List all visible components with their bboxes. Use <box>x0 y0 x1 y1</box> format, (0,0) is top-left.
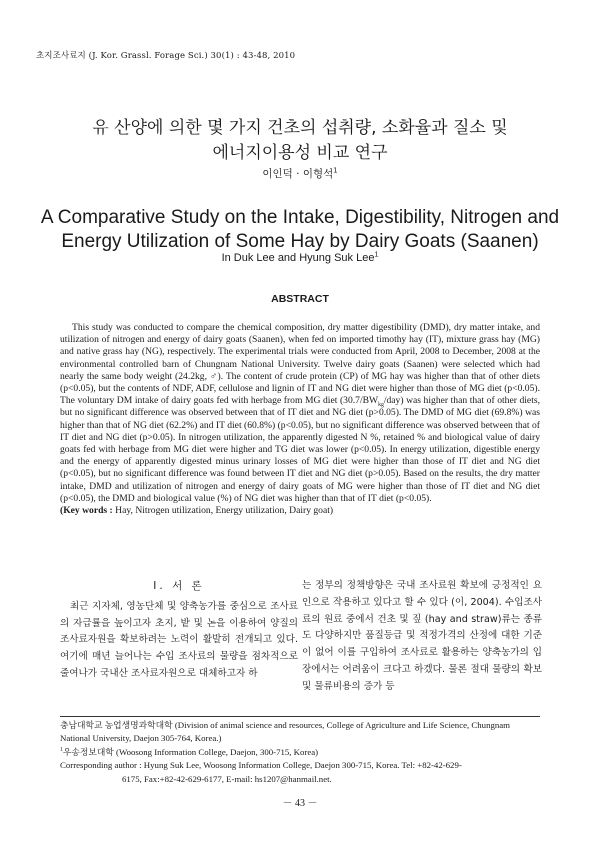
abstract-subscript: kg <box>378 402 384 409</box>
footnotes <box>60 719 542 786</box>
intro-heading: I. 서 론 <box>153 580 205 592</box>
journal-header: 초지조사료지 (J. Kor. Grassl. Forage Sci.) 30(1) : 43-48, 2010 <box>36 51 296 61</box>
korean-title-line1: 유 산양에 의한 몇 가지 건초의 섭취량, 소화율과 질소 및 <box>92 118 508 138</box>
keywords-line <box>60 505 333 516</box>
footnote-affiliation2-mark: 1 <box>60 746 63 753</box>
keywords-label: (Key words : <box>60 505 113 517</box>
english-authors <box>0 252 600 264</box>
intro-left-text: 최근 지자체, 영농단체 및 양축농가를 중심으로 조사료의 자급률을 높이고자 초지, 밭 및 논을 이용하여 양질의 조사료자원을 확보하려는 노력이 활발히 전개되고 있다. 여기에 매년 늘어나는 수입 조사료의 물량을 점차적으로 줄여나가 국내산 조사료자원으로 대체하고자 하 <box>60 600 298 679</box>
intro-right-text: 는 정부의 정책방향은 국내 조사료원 확보에 긍정적인 요인으로 작용하고 있다고 할 수 있다 (이, 2004). 수입조사료의 원료 중에서 건초 및 짚 (hay and straw)류는 종류도 다양하지만 품질등급 및 적정가격의 산정에 대한 기준이 없어 이를 구입하여 조사료로 활용하는 양축농가의 입장에서는 어려움이 크다고 하겠다. 물론 절대 물량의 확보 및 물류비용의 증가 등 <box>302 580 542 692</box>
footnote-affiliation2-text: 우송정보대학 (Woosong Information College, Daejon, 300-715, Korea) <box>62 746 319 757</box>
english-author-names: In Duk Lee and Hyung Suk Lee <box>221 252 375 264</box>
abstract-text-part1: This study was conducted to compare the chemical composition, dry matter digestibility (DMD), dry matter intake, and utilization of nitrogen and energy of dairy goats (Saanen), when fed on imported timothy hay (IT), mixture grass hay (MG) and native grass hay (NG), respectively. The experimental trials were conducted from April, 2008 to December, 2008 at the environmental controlled barn of Chungnam National University. Twelve dairy goats (Saanen) were selected which had nearly the same body weight (24.2kg, ♂). The content of crude protein (CP) of MG hay was higher than that of other diets (p<0.05), but the contents of NDF, ADF, cellulose and lignin of IT and NG diet were higher than those of MG diet (p<0.05). The voluntary DM intake of dairy goats fed with herbage from MG diet (30.7/BW <box>60 322 540 407</box>
footnote-corresponding2: 6175, Fax:+82-42-629-6177, E-mail: hs1207@hanmail.net. <box>122 773 332 784</box>
footnote-affiliation1: 충남대학교 농업생명과학대학 (Division of animal science and resources, College of Agriculture and Life Science, Chungnam National University, Daejon 305-764, Korea.) <box>60 720 511 744</box>
korean-author-mark: 1 <box>333 166 338 175</box>
page-number: － 43 － <box>282 798 318 809</box>
footnote-divider <box>60 716 540 717</box>
abstract-body <box>60 322 540 517</box>
korean-author-names: 이인덕 · 이형석 <box>262 168 334 180</box>
abstract-heading: ABSTRACT <box>271 293 329 305</box>
korean-title-line2: 에너지이용성 비교 연구 <box>212 143 388 163</box>
intro-right-column <box>302 578 542 696</box>
footnote-corresponding1: Corresponding author : Hyung Suk Lee, Woosong Information College, Daejon 300-715, Korea. Tel: +82-42-629- <box>60 760 462 771</box>
footnote-affiliation2 <box>60 746 542 759</box>
english-title-line2: Energy Utilization of Some Hay by Dairy Goats (Saanen) <box>61 231 539 252</box>
intro-left-column <box>60 578 298 683</box>
abstract-text-part2: /day) was higher than that of other diets, but no significant difference was observed between that of IT diet and NG diet (p>0.05). The DMD of MG diet (69.8%) was higher than that of NG diet (62.2%) and IT diet (60.8%) (p<0.05), but no significant difference was observed between that of IT diet and NG diet (p>0.05). In nitrogen utilization, the apparently digested N %, retained % and biological value of dairy goats fed with herbage from MG diet were higher and TG diet was lower (p<0.05). In energy utilization, digestible energy and the energy of apparently digested minus urinary losses of MG diet were higher than those of IT diet and NG diet (p<0.05), but no significant difference was found between IT diet and NG diet (p>0.05). Based on the results, the dry matter intake, DMD and utilization of nitrogen and energy of dairy goats of MG were higher than those of IT diet and NG diet (p<0.05), the DMD and biological value (%) of NG diet was higher than that of IT diet (p<0.05). <box>60 395 540 504</box>
korean-authors <box>0 166 600 181</box>
keywords-text: Hay, Nitrogen utilization, Energy utilization, Dairy goat) <box>112 505 334 517</box>
english-title-line1: A Comparative Study on the Intake, Digestibility, Nitrogen and <box>40 207 560 228</box>
english-author-mark: 1 <box>374 250 379 259</box>
